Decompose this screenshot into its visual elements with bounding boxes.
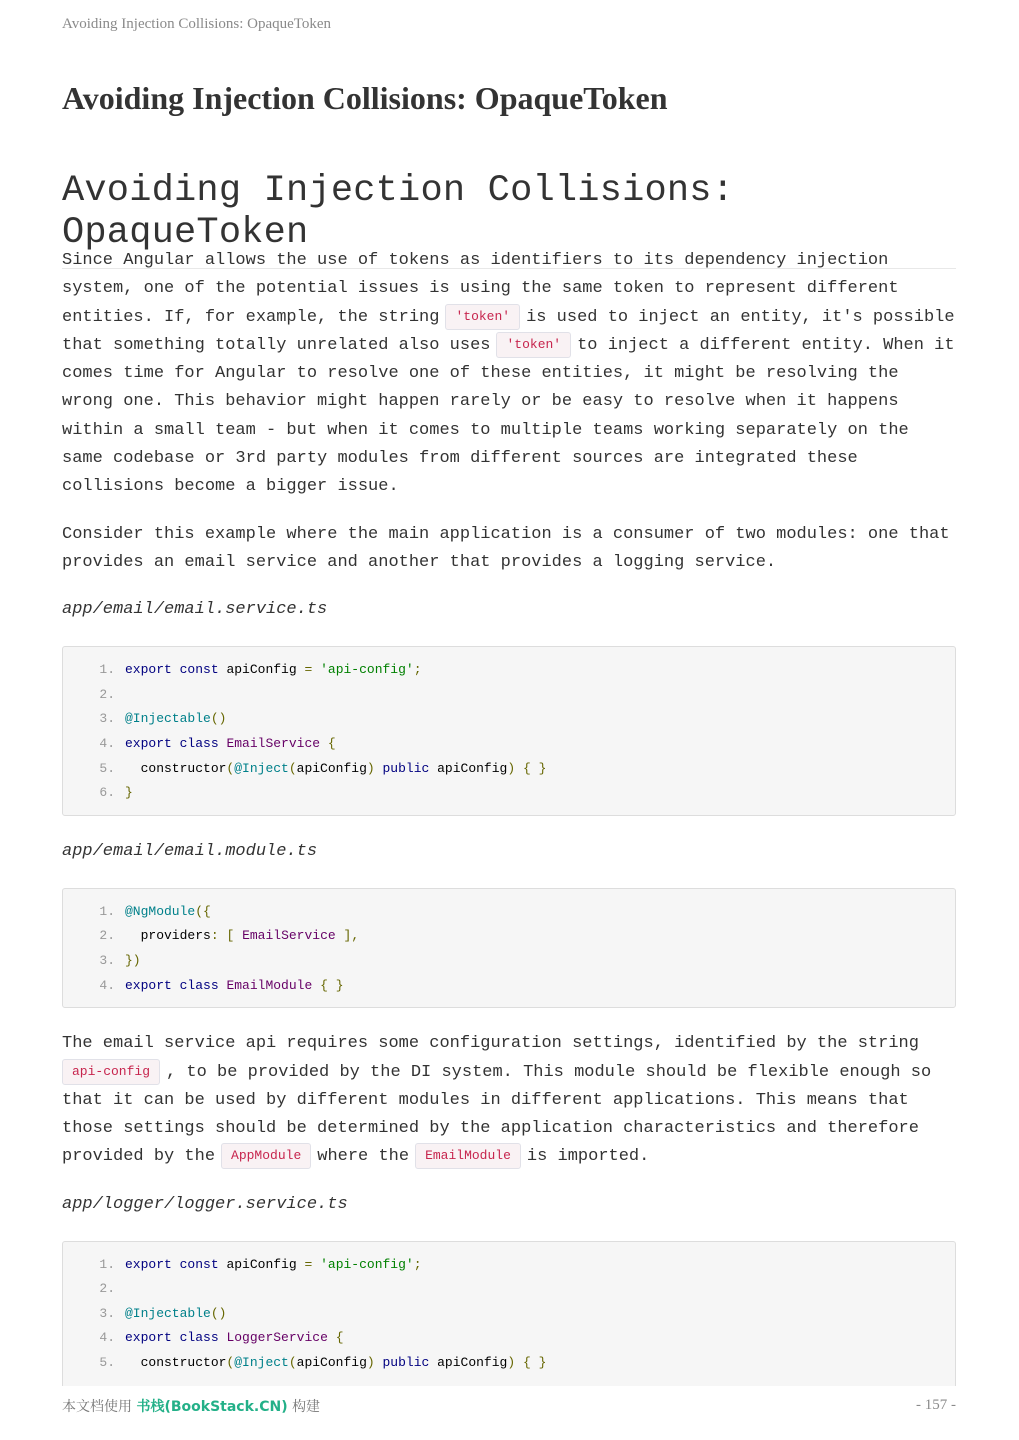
code-token: (: [226, 760, 235, 776]
line-number: 5.: [99, 1355, 115, 1371]
code-token: [515, 761, 523, 776]
code-token: export: [125, 1256, 172, 1272]
inline-code: AppModule: [221, 1143, 311, 1169]
line-number: 3.: [99, 1305, 115, 1321]
config-paragraph: [62, 1030, 956, 1171]
code-text: [125, 1302, 226, 1327]
line-number: 2.: [99, 928, 115, 944]
line-number: 4.: [99, 977, 115, 993]
inline-code: api-config: [62, 1059, 160, 1085]
code-token: 'api-config': [320, 1256, 414, 1272]
code-text: [125, 974, 344, 999]
inline-code: 'token': [496, 332, 571, 358]
code-line: [63, 757, 955, 782]
code-line: [63, 707, 955, 732]
code-token: ): [507, 1355, 516, 1371]
code-token: @Inject: [234, 760, 289, 776]
bookstack-link[interactable]: 书栈(BookStack.CN): [136, 1399, 288, 1415]
code-token: 'api-config': [320, 662, 414, 678]
code-token: class: [179, 736, 219, 752]
code-token: @Injectable: [125, 1305, 211, 1321]
code-token: [515, 1355, 523, 1370]
code-text: [125, 900, 211, 925]
section-heading: Avoiding Injection Collisions: OpaqueToken: [62, 170, 956, 269]
paragraph-text: is imported.: [526, 1147, 650, 1167]
code-line: [63, 1253, 955, 1278]
example-paragraph: Consider this example where the main application is a consumer of two modules: one that provides an email service and another that provides a logging service.: [62, 524, 950, 572]
code-text: [125, 732, 336, 757]
code-token: [531, 1355, 539, 1370]
file-label-logger-service: app/logger/logger.service.ts: [62, 1194, 348, 1214]
code-token: apiConfig: [218, 662, 305, 678]
code-token: [172, 1330, 180, 1345]
code-line: [63, 974, 955, 999]
code-text: [125, 781, 133, 806]
code-line: [63, 658, 955, 683]
code-token: [234, 928, 242, 943]
line-number: 1.: [99, 903, 115, 919]
code-token: (: [288, 760, 297, 776]
code-token: ;: [413, 1256, 422, 1272]
code-token: LoggerService: [226, 1330, 328, 1346]
line-number: 1.: [99, 1256, 115, 1272]
code-token: [312, 1257, 320, 1272]
code-token: [312, 662, 320, 677]
code-token: export: [125, 736, 172, 752]
code-token: export: [125, 1330, 172, 1346]
code-line: [63, 900, 955, 925]
code-token: class: [179, 1330, 219, 1346]
code-line: [63, 949, 955, 974]
code-token: =: [304, 1256, 313, 1272]
paragraph-text: The email service api requires some configuration settings, identified by the string: [62, 1034, 919, 1054]
code-line: [63, 1351, 955, 1376]
code-token: [375, 1355, 383, 1370]
line-number: 3.: [99, 711, 115, 727]
page-number: - 157 -: [916, 1397, 956, 1413]
line-number: 4.: [99, 1330, 115, 1346]
code-token: (: [226, 1355, 235, 1371]
code-token: ): [366, 1355, 375, 1371]
code-token: class: [179, 977, 219, 993]
code-token: [: [226, 928, 235, 944]
code-token: [312, 978, 320, 993]
file-label-email-module: app/email/email.module.ts: [62, 841, 318, 861]
code-token: [531, 761, 539, 776]
line-number: 2.: [99, 1281, 115, 1297]
code-token: EmailModule: [226, 977, 313, 993]
code-token: @Injectable: [125, 711, 211, 727]
code-token: @Inject: [234, 1355, 289, 1371]
code-text: [125, 1351, 546, 1376]
code-token: :: [210, 928, 219, 944]
code-token: ;: [413, 662, 422, 678]
code-token: constructor: [125, 760, 227, 776]
code-token: constructor: [125, 1355, 227, 1371]
document-title: Avoiding Injection Collisions: OpaqueToken: [62, 80, 668, 116]
footer-prefix: 本文档使用: [62, 1399, 132, 1415]
code-token: const: [179, 1256, 219, 1272]
line-number: 2.: [99, 686, 115, 702]
code-token: (): [210, 1305, 227, 1321]
code-line: [63, 1326, 955, 1351]
code-text: [125, 757, 546, 782]
code-token: apiConfig: [218, 1256, 305, 1272]
code-line: [63, 1302, 955, 1327]
code-token: ): [366, 760, 375, 776]
code-token: [172, 1257, 180, 1272]
code-token: apiConfig: [296, 1355, 367, 1371]
code-token: ({: [195, 903, 211, 919]
line-number: 3.: [99, 953, 115, 969]
code-token: }: [335, 977, 344, 993]
code-line: [63, 781, 955, 806]
code-token: EmailService: [242, 928, 336, 944]
code-token: [172, 978, 180, 993]
code-text: [125, 949, 141, 974]
code-text: [125, 707, 226, 732]
inline-code: 'token': [445, 304, 520, 330]
line-number: 6.: [99, 785, 115, 801]
paragraph-text: where the: [317, 1147, 410, 1167]
code-token: ],: [343, 928, 360, 944]
code-token: [328, 1330, 336, 1345]
code-token: apiConfig: [429, 1355, 508, 1371]
article-content: [62, 247, 956, 1386]
code-token: export: [125, 662, 172, 678]
running-header: Avoiding Injection Collisions: OpaqueToken: [62, 16, 332, 32]
code-token: {: [522, 760, 531, 776]
code-token: [320, 736, 328, 751]
code-token: }: [538, 760, 547, 776]
code-token: [336, 928, 344, 943]
footer-credit: [62, 1396, 320, 1416]
code-token: =: [304, 662, 313, 678]
code-token: {: [327, 736, 336, 752]
code-block-logger-service: [62, 1241, 956, 1386]
code-token: }): [125, 953, 141, 969]
line-number: 1.: [99, 662, 115, 678]
code-block-email-module: [62, 888, 956, 1008]
line-number: 4.: [99, 736, 115, 752]
code-token: (): [210, 711, 227, 727]
inline-code: EmailModule: [415, 1143, 521, 1169]
code-block-email-service: [62, 646, 956, 816]
code-token: @NgModule: [125, 903, 196, 919]
code-token: [172, 736, 180, 751]
code-token: (: [288, 1355, 297, 1371]
code-token: public: [382, 1355, 430, 1371]
code-token: public: [382, 760, 430, 776]
footer-suffix: 构建: [292, 1399, 321, 1415]
code-token: ): [507, 760, 516, 776]
code-line: [63, 683, 955, 708]
code-text: [125, 658, 422, 683]
code-token: const: [179, 662, 219, 678]
code-token: [172, 662, 180, 677]
code-token: apiConfig: [296, 760, 367, 776]
paragraph-text: Since Angular allows the use of tokens as identifiers to its dependency injection system, one of the potential issues is using the same token to represent different entities. If, for example, the string: [62, 251, 899, 327]
code-token: {: [320, 977, 328, 993]
file-label-email-service: app/email/email.service.ts: [62, 600, 328, 620]
code-text: [125, 924, 359, 949]
paragraph-text: is used to inject an entity, it's possible that something totally unrelated also uses: [62, 307, 955, 355]
paragraph-text: , to be provided by the DI system. This module should be flexible enough so that it can be used by different modules in different applications. This means that those settings should be determined by the application characteristics and therefore provided by the: [62, 1062, 932, 1167]
paragraph-text: to inject a different entity. When it comes time for Angular to resolve one of these entities, it might be resolving the wrong one. This behavior might happen rarely or be easy to resolve when it happens within a small team - but when it comes to multiple teams working separately on the same codebase or 3rd party modules from different sources are integrated these collisions become a bigger issue.: [62, 335, 955, 497]
code-token: {: [522, 1355, 531, 1371]
code-token: apiConfig: [429, 760, 508, 776]
code-line: [63, 924, 955, 949]
intro-paragraph: [62, 247, 956, 502]
code-line: [63, 1277, 955, 1302]
code-token: [328, 978, 336, 993]
code-line: [63, 732, 955, 757]
code-token: providers: [125, 928, 211, 944]
line-number: 5.: [99, 760, 115, 776]
code-text: [125, 1253, 422, 1278]
code-token: }: [125, 785, 133, 801]
code-token: export: [125, 977, 172, 993]
code-text: [125, 1326, 344, 1351]
code-token: {: [335, 1330, 344, 1346]
code-token: }: [538, 1355, 547, 1371]
code-token: [375, 761, 383, 776]
code-token: EmailService: [226, 736, 321, 752]
